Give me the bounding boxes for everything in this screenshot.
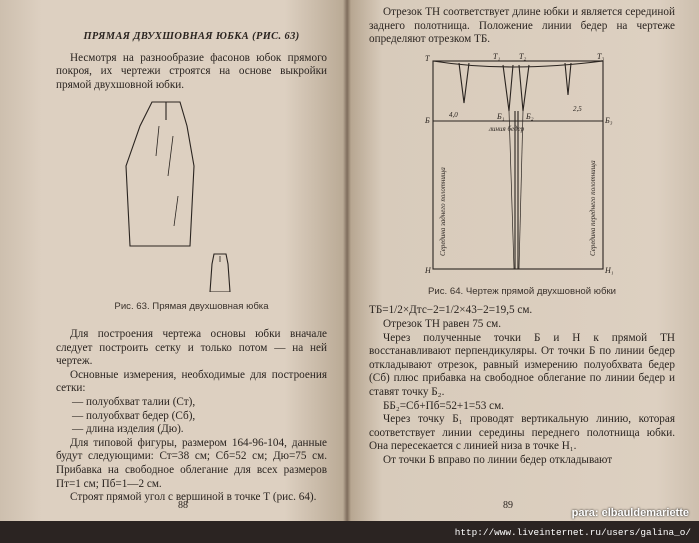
label-n: Н (425, 265, 431, 275)
skirt-illustration (56, 96, 327, 292)
label-n1: Н₁ (605, 265, 614, 275)
back-middle-label: Середина заднего полотнища (439, 166, 447, 256)
paragraph-grid: Для построения чертежа основы юбки вначале следует построить сетку и только потом — на ней чертеж. (56, 327, 327, 368)
measurement-list (56, 396, 327, 437)
paragraph-vertical-line: Через точку Б₁ проводят вертикальную линию, которая соответствует линии середины переднего полотнища юбки. Она пересекается с линией низа в точке Н₁. (369, 413, 675, 453)
source-url[interactable]: http://www.liveinternet.ru/users/galina_o/ (454, 527, 691, 538)
dart-side-right (519, 65, 529, 111)
skirt-large (126, 102, 194, 246)
page-number-right: 89 (503, 500, 513, 511)
label-t1: Т₁ (493, 51, 501, 61)
book-gutter (343, 0, 351, 521)
label-b1: Б₁ (497, 111, 505, 121)
paragraph-typical-figure: Для типовой фигуры, размером 164-96-104, данные будут следующими: Ст=38 см; Сб=52 см; Дю=75 см. Прибавка на свободное облегание для всех размеров Пт=1 см; Пб=1—2 см. (56, 436, 327, 490)
dart-back (459, 63, 469, 103)
pattern-diagram (369, 51, 675, 283)
hip-line-label: линия бедер (489, 124, 525, 133)
label-b: Б (425, 115, 430, 125)
paragraph-right-angle: Строят прямой угол с вершиной в точке Т (рис. 64). (70, 491, 317, 504)
label-b2: Б₂ (526, 111, 534, 121)
footer-bar (0, 507, 699, 543)
list-item: — полуобхват бедер (Сб), (72, 409, 196, 422)
formula-tb: ТБ=1/2×Дтс−2=1/2×43−2=19,5 см. (369, 304, 533, 317)
credit-text: para: elbauldemariette (571, 507, 689, 519)
label-t2: Т₂ (519, 51, 527, 61)
figure-63-caption: Рис. 63. Прямая двухшовная юбка (114, 301, 269, 313)
dim-a: 4,0 (449, 110, 458, 119)
front-middle-label: Середина переднего полотнища (589, 160, 597, 256)
paragraph-perpendiculars: Через полученные точки Б и Н к прямой ТН восстанавливают перпендикуляры. От точки Б по линии бедер откладывают отрезок, равный измерению полуобхвата бедер (Сб) плюс прибавка на свободное облегание по линии бедер и ставят точку Б₂. (369, 331, 675, 398)
dart-front (565, 63, 571, 95)
paragraph-continue: От точки Б вправо по линии бедер откладывают (383, 453, 613, 466)
paragraph-measurements: Основные измерения, необходимые для построения сетки: (56, 368, 327, 395)
label-t3: Т₃ (597, 51, 605, 61)
formula-bb2: ББ₂=Сб+Пб=52+1=53 см. (383, 399, 504, 412)
dart-side-left (503, 65, 513, 111)
list-item: — длина изделия (Дю). (72, 423, 184, 436)
line-tn: Отрезок ТН равен 75 см. (383, 317, 502, 330)
intro-paragraph: Отрезок ТН соответствует длине юбки и является серединой заднего полотнища. Положение линии бедер на чертеже определяют отрезком ТБ. (369, 6, 675, 46)
intro-paragraph: Несмотря на разнообразие фасонов юбок прямого покроя, их чертежи строятся на основе выкройки прямой двухшовной юбки. (56, 51, 327, 91)
label-t: Т (425, 53, 430, 63)
left-page (0, 0, 347, 521)
right-page (347, 0, 699, 521)
label-b3: Б₃ (605, 115, 613, 125)
page-number-left: 88 (178, 500, 188, 511)
section-heading: ПРЯМАЯ ДВУХШОВНАЯ ЮБКА (РИС. 63) (83, 31, 300, 42)
figure-64-caption: Рис. 64. Чертеж прямой двухшовной юбки (427, 285, 617, 297)
list-item: — полуобхват талии (Ст), (72, 395, 196, 408)
dim-b: 2,5 (573, 104, 582, 113)
